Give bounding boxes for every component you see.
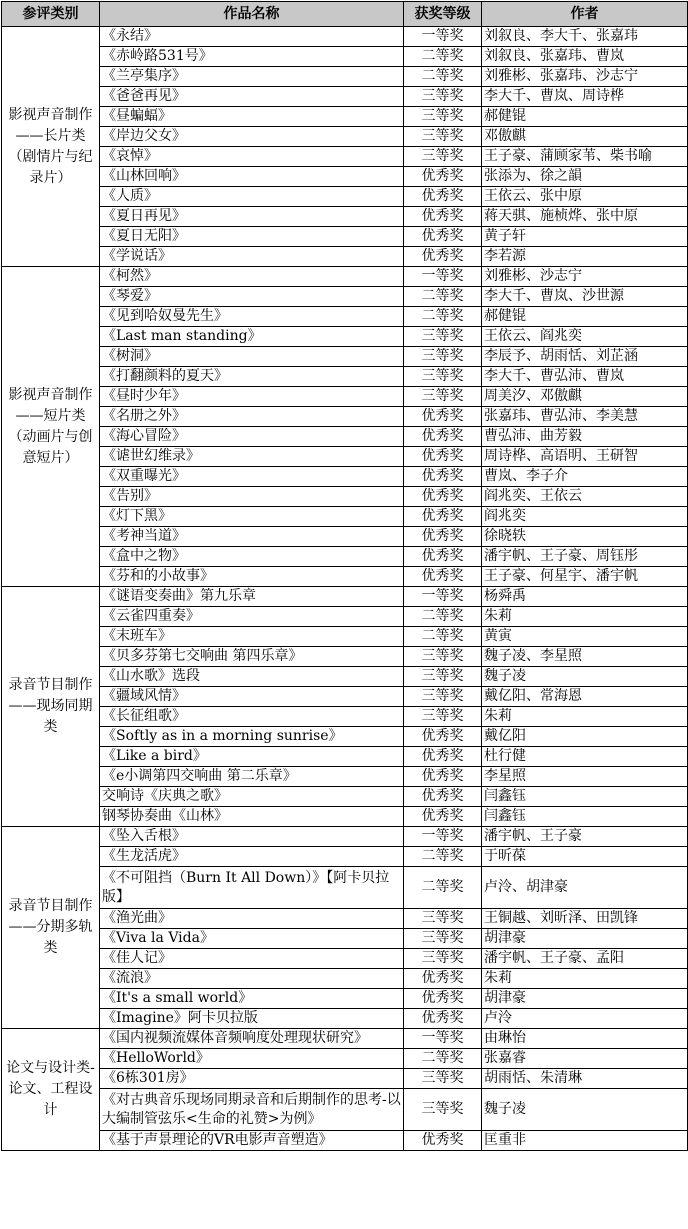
- author-cell: 朱莉: [482, 707, 688, 727]
- award-cell: 三等奖: [404, 949, 482, 969]
- award-cell: 优秀奖: [404, 969, 482, 989]
- award-cell: 优秀奖: [404, 807, 482, 827]
- category-cell: 录音节目制作——分期多轨类: [2, 827, 100, 1029]
- title-cell: 《人质》: [100, 187, 404, 207]
- author-cell: 卢泠: [482, 1009, 688, 1029]
- award-cell: 优秀奖: [404, 1009, 482, 1029]
- award-cell: 优秀奖: [404, 1131, 482, 1151]
- award-cell: 三等奖: [404, 929, 482, 949]
- award-cell: 优秀奖: [404, 247, 482, 267]
- title-cell: 《Last man standing》: [100, 327, 404, 347]
- author-cell: 张添为、徐之韻: [482, 167, 688, 187]
- table-row: [2, 167, 688, 187]
- author-cell: 刘叙良、李大千、张嘉玮: [482, 27, 688, 47]
- table-row: [2, 1089, 688, 1131]
- award-cell: 优秀奖: [404, 507, 482, 527]
- award-cell: 一等奖: [404, 587, 482, 607]
- title-cell: 《坠入舌根》: [100, 827, 404, 847]
- author-cell: 周美汐、邓傲麒: [482, 387, 688, 407]
- title-cell: 《国内视频流媒体音频响度处理现状研究》: [100, 1029, 404, 1049]
- table-row: [2, 87, 688, 107]
- title-cell: 《不可阻挡（Burn It All Down）》【阿卡贝拉版】: [100, 867, 404, 909]
- table-row: [2, 147, 688, 167]
- author-cell: 蒋天骐、施桢烨、张中原: [482, 207, 688, 227]
- author-cell: 王子豪、何星宇、潘宇帆: [482, 567, 688, 587]
- table-row: [2, 187, 688, 207]
- award-cell: 三等奖: [404, 327, 482, 347]
- author-cell: 戴亿阳: [482, 727, 688, 747]
- table-row: [2, 227, 688, 247]
- table-row: [2, 107, 688, 127]
- award-cell: 优秀奖: [404, 427, 482, 447]
- author-cell: 黄寅: [482, 627, 688, 647]
- award-cell: 二等奖: [404, 67, 482, 87]
- award-cell: 三等奖: [404, 347, 482, 367]
- table-row: [2, 367, 688, 387]
- author-cell: 杜行健: [482, 747, 688, 767]
- title-cell: 《谑世幻维录》: [100, 447, 404, 467]
- table-row: [2, 867, 688, 909]
- title-cell: 《学说话》: [100, 247, 404, 267]
- award-cell: 优秀奖: [404, 487, 482, 507]
- table-row: [2, 1131, 688, 1151]
- table-row: [2, 467, 688, 487]
- category-cell: 影视声音制作——短片类（动画片与创意短片）: [2, 267, 100, 587]
- author-cell: 李若源: [482, 247, 688, 267]
- author-cell: 戴亿阳、常海恩: [482, 687, 688, 707]
- title-cell: 《6栋301房》: [100, 1069, 404, 1089]
- author-cell: 郝健锟: [482, 307, 688, 327]
- table-row: [2, 707, 688, 727]
- author-cell: 阎兆奕、王依云: [482, 487, 688, 507]
- author-cell: 王铜越、刘昕泽、田凯锋: [482, 909, 688, 929]
- table-row: [2, 567, 688, 587]
- award-cell: 一等奖: [404, 1029, 482, 1049]
- award-cell: 二等奖: [404, 47, 482, 67]
- title-cell: 《Softly as in a morning sunrise》: [100, 727, 404, 747]
- award-cell: 一等奖: [404, 267, 482, 287]
- award-cell: 优秀奖: [404, 227, 482, 247]
- author-cell: 魏子凌: [482, 667, 688, 687]
- author-cell: 潘宇帆、王子豪: [482, 827, 688, 847]
- title-cell: 《考神当道》: [100, 527, 404, 547]
- award-cell: 三等奖: [404, 647, 482, 667]
- author-cell: 潘宇帆、王子豪、周钰彤: [482, 547, 688, 567]
- award-cell: 优秀奖: [404, 407, 482, 427]
- awards-table: [1, 1, 688, 1151]
- table-row: [2, 989, 688, 1009]
- title-cell: 《对古典音乐现场同期录音和后期制作的思考-以大编制管弦乐<生命的礼赞>为例》: [100, 1089, 404, 1131]
- table-row: [2, 1009, 688, 1029]
- author-cell: 黄子轩: [482, 227, 688, 247]
- table-row: [2, 787, 688, 807]
- title-cell: 《山林回响》: [100, 167, 404, 187]
- author-cell: 匡重非: [482, 1131, 688, 1151]
- award-cell: 三等奖: [404, 687, 482, 707]
- title-cell: 《双重曝光》: [100, 467, 404, 487]
- title-cell: 《告别》: [100, 487, 404, 507]
- table-row: [2, 587, 688, 607]
- header-author: 作者: [482, 2, 688, 27]
- title-cell: 交响诗《庆典之歌》: [100, 787, 404, 807]
- award-cell: 优秀奖: [404, 547, 482, 567]
- author-cell: 朱莉: [482, 969, 688, 989]
- title-cell: 《渔光曲》: [100, 909, 404, 929]
- table-row: [2, 387, 688, 407]
- header-title: 作品名称: [100, 2, 404, 27]
- title-cell: 《谜语变奏曲》第九乐章: [100, 587, 404, 607]
- table-row: [2, 507, 688, 527]
- category-cell: 论文与设计类-论文、工程设计: [2, 1029, 100, 1151]
- author-cell: 魏子凌、李星照: [482, 647, 688, 667]
- award-cell: 三等奖: [404, 667, 482, 687]
- title-cell: 《岸边父女》: [100, 127, 404, 147]
- table-row: [2, 207, 688, 227]
- table-row: [2, 407, 688, 427]
- title-cell: 《长征组歌》: [100, 707, 404, 727]
- author-cell: 徐晓轶: [482, 527, 688, 547]
- author-cell: 刘雅彬、沙志宁: [482, 267, 688, 287]
- table-row: [2, 327, 688, 347]
- author-cell: 周诗桦、高语明、王研智: [482, 447, 688, 467]
- award-cell: 三等奖: [404, 1069, 482, 1089]
- award-cell: 优秀奖: [404, 787, 482, 807]
- award-cell: 二等奖: [404, 867, 482, 909]
- award-cell: 二等奖: [404, 607, 482, 627]
- title-cell: 《It's a small world》: [100, 989, 404, 1009]
- table-row: [2, 347, 688, 367]
- table-row: [2, 687, 688, 707]
- author-cell: 曹弘沛、曲芳毅: [482, 427, 688, 447]
- title-cell: 《夏日无阳》: [100, 227, 404, 247]
- table-row: [2, 47, 688, 67]
- title-cell: 《芬和的小故事》: [100, 567, 404, 587]
- table-row: [2, 307, 688, 327]
- author-cell: 郝健锟: [482, 107, 688, 127]
- category-cell: 录音节目制作——现场同期类: [2, 587, 100, 827]
- author-cell: 王依云、阎兆奕: [482, 327, 688, 347]
- table-row: [2, 827, 688, 847]
- award-cell: 二等奖: [404, 307, 482, 327]
- table-row: [2, 127, 688, 147]
- title-cell: 《流浪》: [100, 969, 404, 989]
- award-cell: 二等奖: [404, 627, 482, 647]
- award-cell: 优秀奖: [404, 727, 482, 747]
- author-cell: 王子豪、蒲顾家苇、柴书喻: [482, 147, 688, 167]
- award-cell: 三等奖: [404, 147, 482, 167]
- title-cell: 钢琴协奏曲《山林》: [100, 807, 404, 827]
- table-row: [2, 427, 688, 447]
- award-cell: 三等奖: [404, 909, 482, 929]
- award-cell: 优秀奖: [404, 747, 482, 767]
- header-award: 获奖等级: [404, 2, 482, 27]
- header-row: [2, 2, 688, 27]
- author-cell: 胡津豪: [482, 929, 688, 949]
- table-row: [2, 909, 688, 929]
- author-cell: 闫鑫钰: [482, 787, 688, 807]
- title-cell: 《见到哈奴曼先生》: [100, 307, 404, 327]
- award-cell: 三等奖: [404, 107, 482, 127]
- title-cell: 《贝多芬第七交响曲 第四乐章》: [100, 647, 404, 667]
- award-cell: 三等奖: [404, 87, 482, 107]
- table-row: [2, 487, 688, 507]
- table-row: [2, 527, 688, 547]
- award-cell: 优秀奖: [404, 467, 482, 487]
- award-cell: 优秀奖: [404, 527, 482, 547]
- author-cell: 杨舜禹: [482, 587, 688, 607]
- title-cell: 《赤岭路531号》: [100, 47, 404, 67]
- title-cell: 《盒中之物》: [100, 547, 404, 567]
- title-cell: 《昼蝙蝠》: [100, 107, 404, 127]
- table-row: [2, 647, 688, 667]
- title-cell: 《灯下黑》: [100, 507, 404, 527]
- title-cell: 《Viva la Vida》: [100, 929, 404, 949]
- title-cell: 《生龙活虎》: [100, 847, 404, 867]
- author-cell: 胡雨恬、朱清琳: [482, 1069, 688, 1089]
- author-cell: 魏子凌: [482, 1089, 688, 1131]
- author-cell: 胡津豪: [482, 989, 688, 1009]
- table-row: [2, 547, 688, 567]
- title-cell: 《树洞》: [100, 347, 404, 367]
- author-cell: 于昕葆: [482, 847, 688, 867]
- author-cell: 阎兆奕: [482, 507, 688, 527]
- award-cell: 二等奖: [404, 287, 482, 307]
- award-cell: 优秀奖: [404, 567, 482, 587]
- title-cell: 《哀悼》: [100, 147, 404, 167]
- table-row: [2, 1069, 688, 1089]
- table-row: [2, 1049, 688, 1069]
- title-cell: 《基于声景理论的VR电影声音塑造》: [100, 1131, 404, 1151]
- category-cell: 影视声音制作——长片类（剧情片与纪录片）: [2, 27, 100, 267]
- title-cell: 《山水歌》选段: [100, 667, 404, 687]
- table-row: [2, 67, 688, 87]
- title-cell: 《永结》: [100, 27, 404, 47]
- award-cell: 优秀奖: [404, 447, 482, 467]
- table-row: [2, 247, 688, 267]
- table-row: [2, 27, 688, 47]
- author-cell: 闫鑫钰: [482, 807, 688, 827]
- title-cell: 《名册之外》: [100, 407, 404, 427]
- award-cell: 三等奖: [404, 127, 482, 147]
- author-cell: 张嘉玮、曹弘沛、李美慧: [482, 407, 688, 427]
- author-cell: 潘宇帆、王子豪、孟阳: [482, 949, 688, 969]
- title-cell: 《爸爸再见》: [100, 87, 404, 107]
- author-cell: 曹岚、李子介: [482, 467, 688, 487]
- title-cell: 《佳人记》: [100, 949, 404, 969]
- table-row: [2, 949, 688, 969]
- award-cell: 优秀奖: [404, 167, 482, 187]
- award-cell: 一等奖: [404, 827, 482, 847]
- award-cell: 优秀奖: [404, 767, 482, 787]
- award-cell: 三等奖: [404, 1089, 482, 1131]
- title-cell: 《HelloWorld》: [100, 1049, 404, 1069]
- author-cell: 李大千、曹岚、沙世源: [482, 287, 688, 307]
- award-cell: 二等奖: [404, 847, 482, 867]
- award-cell: 三等奖: [404, 387, 482, 407]
- award-cell: 一等奖: [404, 27, 482, 47]
- title-cell: 《兰亭集序》: [100, 67, 404, 87]
- title-cell: 《昼时少年》: [100, 387, 404, 407]
- table-row: [2, 727, 688, 747]
- award-cell: 优秀奖: [404, 989, 482, 1009]
- table-row: [2, 1029, 688, 1049]
- title-cell: 《疆域风情》: [100, 687, 404, 707]
- title-cell: 《e小调第四交响曲 第二乐章》: [100, 767, 404, 787]
- table-row: [2, 667, 688, 687]
- table-row: [2, 807, 688, 827]
- table-row: [2, 607, 688, 627]
- award-cell: 三等奖: [404, 707, 482, 727]
- author-cell: 刘雅彬、张嘉玮、沙志宁: [482, 67, 688, 87]
- author-cell: 李大千、曹弘沛、曹岚: [482, 367, 688, 387]
- title-cell: 《末班车》: [100, 627, 404, 647]
- header-category: 参评类别: [2, 2, 100, 27]
- table-row: [2, 287, 688, 307]
- title-cell: 《Like a bird》: [100, 747, 404, 767]
- author-cell: 张嘉睿: [482, 1049, 688, 1069]
- author-cell: 刘叙良、张嘉玮、曹岚: [482, 47, 688, 67]
- title-cell: 《琴爱》: [100, 287, 404, 307]
- title-cell: 《柯然》: [100, 267, 404, 287]
- author-cell: 邓傲麒: [482, 127, 688, 147]
- author-cell: 李辰予、胡雨恬、刘芷涵: [482, 347, 688, 367]
- title-cell: 《云雀四重奏》: [100, 607, 404, 627]
- author-cell: 朱莉: [482, 607, 688, 627]
- table-row: [2, 267, 688, 287]
- title-cell: 《海心冒险》: [100, 427, 404, 447]
- award-cell: 三等奖: [404, 367, 482, 387]
- award-cell: 优秀奖: [404, 187, 482, 207]
- table-row: [2, 627, 688, 647]
- title-cell: 《打翻颜料的夏天》: [100, 367, 404, 387]
- author-cell: 李大千、曹岚、周诗桦: [482, 87, 688, 107]
- table-row: [2, 929, 688, 949]
- title-cell: 《夏日再见》: [100, 207, 404, 227]
- author-cell: 卢泠、胡津豪: [482, 867, 688, 909]
- author-cell: 李星照: [482, 767, 688, 787]
- table-row: [2, 747, 688, 767]
- table-row: [2, 969, 688, 989]
- table-row: [2, 767, 688, 787]
- award-cell: 二等奖: [404, 1049, 482, 1069]
- awards-body: [2, 27, 688, 1151]
- author-cell: 王依云、张中原: [482, 187, 688, 207]
- author-cell: 由琳怡: [482, 1029, 688, 1049]
- award-cell: 优秀奖: [404, 207, 482, 227]
- table-row: [2, 847, 688, 867]
- title-cell: 《Imagine》阿卡贝拉版: [100, 1009, 404, 1029]
- table-row: [2, 447, 688, 467]
